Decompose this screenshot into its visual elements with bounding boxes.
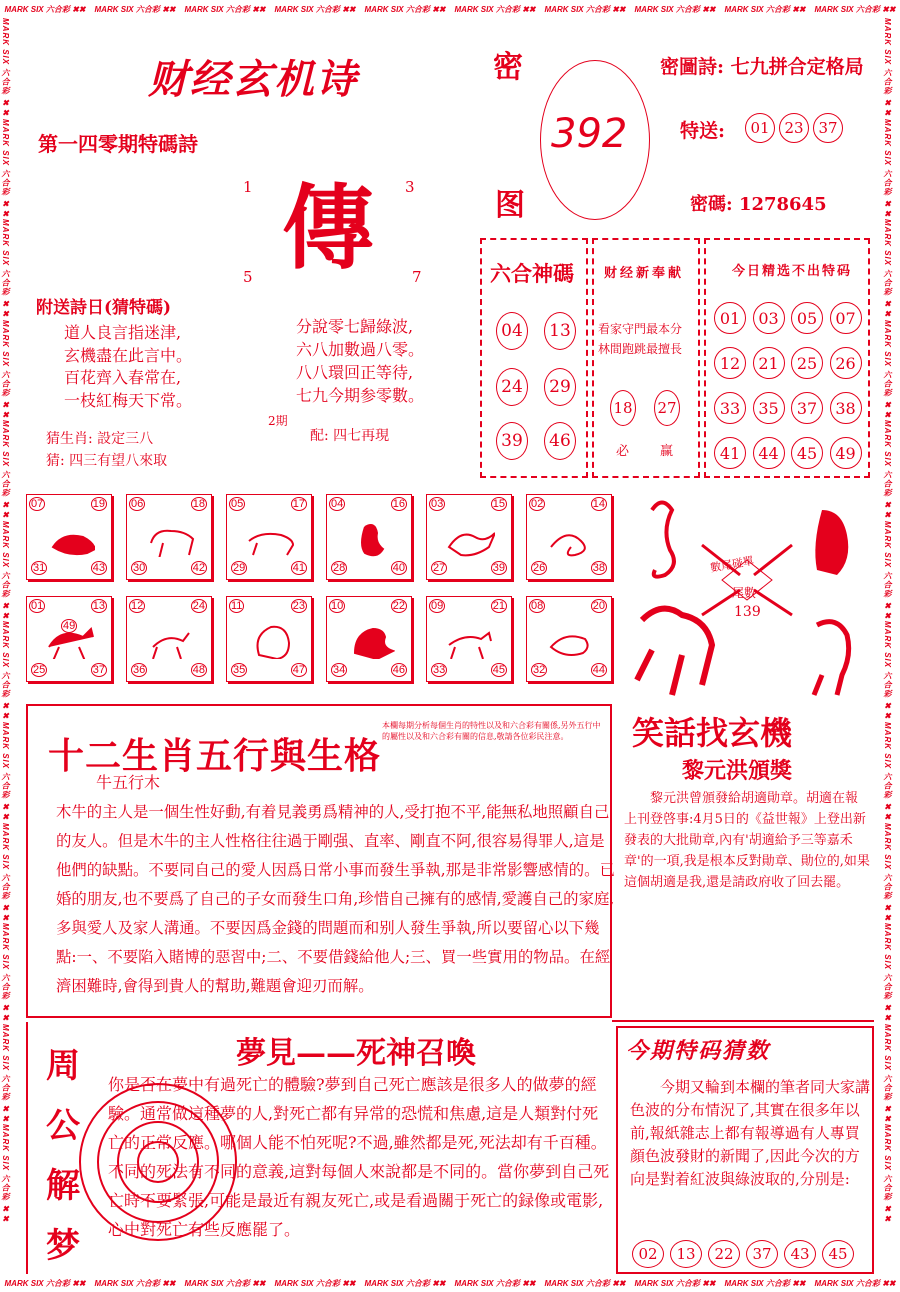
zodiac-cell — [126, 596, 212, 682]
zodiac-cell — [226, 596, 312, 682]
jingxuan-number: 45 — [791, 437, 823, 469]
shengxiao-subtitle: 牛五行木 — [96, 773, 161, 792]
zodiac-number: 30 — [133, 562, 146, 574]
zodiac-number: 04 — [331, 498, 344, 510]
jingxuan-number: 12 — [714, 347, 746, 379]
zodiac-number: 19 — [92, 498, 105, 510]
zodiac-cell — [326, 596, 412, 682]
tuijian-numbers — [632, 1240, 854, 1268]
zodiac-number: 39 — [492, 562, 505, 574]
jingxuan-number: 25 — [791, 347, 823, 379]
mi-character: 密 — [493, 50, 523, 85]
zodiac-number: 45 — [492, 664, 505, 676]
caijing-box — [592, 238, 700, 478]
zodiac-cell — [526, 596, 612, 682]
corner-number-7: 7 — [412, 268, 422, 286]
page-title: 财经玄机诗 — [148, 56, 358, 103]
caijing-bi: 必 — [616, 444, 630, 459]
zhougong-box — [26, 1022, 616, 1274]
zodiac-number: 17 — [292, 498, 305, 510]
tesong-number: 37 — [813, 113, 843, 143]
tuijian-body: 今期又輪到本欄的筆者同大家講色波的分布情況了,其實在很多年以前,報紙雜志上都有報導過有人專買顔色波發財的新聞了,因此今次的方向是對着紅波與綠波取的,分別是: — [630, 1078, 871, 1188]
dragon-icon — [445, 517, 495, 557]
liuhe-box — [480, 238, 588, 478]
jingxuan-number: 07 — [830, 302, 862, 334]
zhougong-body: 你是否在夢中有過死亡的體驗?夢到自己死亡應該是很多人的做夢的經驗。通常做這種夢的人,對死亡都有异常的恐慌和焦慮,這是人類對付死亡的正常反應。哪個人能不怕死呢?不過,雖然都是死,死法却有千百種。不同的死法有不同的意義,這對每個人來說都是不同的。當你夢到自己死亡時不要緊張,可能是最近有親友死亡,或是看過關于死亡的録像或電影,心中對死亡有些反應罷了。 — [108, 1075, 610, 1239]
guess-zodiac: 猜生肖: 設定三八 — [46, 431, 154, 447]
zodiac-number: 33 — [433, 664, 446, 676]
liuhe-number: 13 — [544, 312, 576, 350]
top-border-strip: MARK SIX 六合彩 ✖✖ MARK SIX 六合彩 ✖✖ MARK SIX 六合彩 ✖✖ MARK SIX 六合彩 ✖✖ MARK SIX 六合彩 ✖✖ MARK SIX 六合彩 ✖✖ MARK SIX 六合彩 ✖✖ MARK SIX 六合彩 ✖✖ MARK SIX 六合彩 ✖✖ MARK SIX 六合彩 ✖✖ — [4, 4, 896, 14]
caijing-title: 财经新奉献 — [604, 266, 685, 281]
shengxiao-note: 本欄每期分析每個生肖的特性以及和六合彩有關係,另外五行中的屬性以及和六合彩有關的信息,敬請各位彩民注意。 — [382, 721, 601, 741]
jingxuan-number: 03 — [753, 302, 785, 334]
poem-right-lines: 分說零七歸綠波, 六八加數過八零。 八八環回正等待, 七九今期参零數。 — [296, 317, 425, 405]
right-border-strip: MARK SIX 六合彩 ✖✖ MARK SIX 六合彩 ✖✖ MARK SIX 六合彩 ✖✖ MARK SIX 六合彩 ✖✖ MARK SIX 六合彩 ✖✖ MARK SIX 六合彩 ✖✖ MARK SIX 六合彩 ✖✖ MARK SIX 六合彩 ✖✖ MARK SIX 六合彩 ✖✖ MARK SIX 六合彩 ✖✖ MARK SIX 六合彩 ✖✖ MARK SIX 六合彩 ✖✖ — [883, 18, 892, 1225]
zodiac-number: 43 — [92, 562, 105, 574]
tiger-icon — [245, 517, 295, 557]
liuhe-number: 46 — [544, 422, 576, 460]
jingxuan-grid — [714, 302, 864, 469]
rat-icon — [45, 517, 95, 557]
zodiac-number: 29 — [233, 562, 246, 574]
jingxuan-number: 44 — [753, 437, 785, 469]
zodiac-number: 09 — [431, 600, 444, 612]
tu-character: 图 — [495, 188, 525, 223]
jingxuan-number: 21 — [753, 347, 785, 379]
zodiac-number: 14 — [592, 498, 605, 510]
tesong-number: 01 — [745, 113, 775, 143]
zodiac-number: 08 — [531, 600, 544, 612]
jingxuan-number: 01 — [714, 302, 746, 334]
zodiac-cell — [126, 494, 212, 580]
zodiac-number: 10 — [331, 600, 344, 612]
zodiac-number: 27 — [433, 562, 446, 574]
xiaohua-box — [612, 704, 874, 1022]
jingxuan-number: 26 — [830, 347, 862, 379]
corner-number-1: 1 — [243, 178, 253, 196]
zodiac-number: 44 — [592, 664, 605, 676]
issue-note: 2期 — [268, 414, 288, 428]
handwritten-number: 392 — [551, 111, 628, 157]
pei-text: 配: 四七再現 — [310, 428, 390, 444]
rabbit-icon — [345, 517, 395, 557]
zodiac-number: 06 — [131, 498, 144, 510]
zodiac-number: 12 — [131, 600, 144, 612]
zodiac-number: 31 — [33, 562, 46, 574]
jingxuan-box — [704, 238, 870, 478]
zodiac-number: 41 — [292, 562, 305, 574]
liuhe-title: 六合神碼 — [490, 261, 574, 286]
pig-icon — [545, 619, 595, 659]
zodiac-cell — [426, 494, 512, 580]
goat-icon — [145, 619, 195, 659]
zodiac-number: 35 — [233, 664, 246, 676]
tuijian-number: 37 — [746, 1240, 778, 1268]
zodiac-number: 05 — [231, 498, 244, 510]
monkey-icon — [245, 619, 295, 659]
weishu-label1: 數尾碰單 — [709, 554, 755, 575]
zodiac-number: 34 — [333, 664, 346, 676]
jingxuan-number: 37 — [791, 392, 823, 424]
rooster-icon — [345, 619, 395, 659]
mitu-poem: 密圖詩: 七九拼合定格局 — [660, 56, 864, 78]
zodiac-number: 15 — [492, 498, 505, 510]
zodiac-number: 07 — [31, 498, 44, 510]
tuijian-number: 45 — [822, 1240, 854, 1268]
big-character: 傳 — [282, 174, 375, 282]
liuhe-number: 24 — [496, 368, 528, 406]
weishu-label2: 尾數 — [732, 586, 757, 600]
tesong-number: 23 — [779, 113, 809, 143]
zodiac-number: 18 — [192, 498, 205, 510]
jingxuan-number: 38 — [830, 392, 862, 424]
tuijian-number: 13 — [670, 1240, 702, 1268]
guess-number: 猜: 四三有望八來取 — [46, 453, 168, 469]
caijing-number: 18 — [610, 390, 636, 426]
caijing-text2: 林間跑跳最擅長 — [598, 342, 683, 356]
jingxuan-number: 33 — [714, 392, 746, 424]
mima: 密碼: 1278645 — [690, 194, 827, 215]
issue-title: 第一四零期特碼詩 — [38, 132, 198, 156]
weishu-area — [622, 490, 872, 700]
zodiac-number: 37 — [92, 664, 105, 676]
zodiac-number: 48 — [192, 664, 205, 676]
zodiac-cell — [526, 494, 612, 580]
zodiac-number: 22 — [392, 600, 405, 612]
ox-icon — [145, 517, 195, 557]
jingxuan-title: 今日精选不出特码 — [732, 264, 853, 279]
zodiac-number: 02 — [531, 498, 544, 510]
zodiac-cell — [326, 494, 412, 580]
shengxiao-title: 十二生肖五行與生格 — [48, 735, 382, 777]
zodiac-cell — [26, 596, 112, 682]
shengxiao-box — [26, 704, 615, 1018]
caijing-text1: 看家守門最本分 — [598, 322, 683, 336]
jingxuan-number: 41 — [714, 437, 746, 469]
weishu-value: 139 — [734, 604, 761, 620]
zodiac-number: 42 — [192, 562, 205, 574]
poem-left-lines: 道人良言指迷津, 玄機盡在此言中。 百花齊入春常在, 一枝紅梅天下常。 — [64, 323, 193, 410]
snake-icon — [545, 517, 595, 557]
zodiac-number: 28 — [333, 562, 346, 574]
tuijian-box — [616, 1026, 874, 1274]
zodiac-number: 36 — [133, 664, 146, 676]
zodiac-cell — [26, 494, 112, 580]
corner-number-3: 3 — [405, 178, 415, 196]
zodiac-number: 49 — [63, 620, 76, 632]
zodiac-number: 26 — [533, 562, 546, 574]
tesong-label: 特送: — [680, 120, 726, 142]
jingxuan-number: 49 — [830, 437, 862, 469]
zhougong-side: 周 公 解 梦 — [46, 1046, 80, 1266]
tuijian-number: 22 — [708, 1240, 740, 1268]
zodiac-cell — [226, 494, 312, 580]
jingxuan-number: 35 — [753, 392, 785, 424]
dog-icon — [445, 619, 495, 659]
tuijian-number: 43 — [784, 1240, 816, 1268]
xiaohua-body: 黎元洪曾頒發給胡適勛章。胡適在報上刊登啓事:4月5日的《益世報》上登出新發表的大批勛章,內有'胡適給予三等嘉禾章'的一項,我是根本反對勛章、勛位的,如果這個胡適是我,還是請政府收了回去罷。 — [624, 791, 870, 890]
liuhe-number: 04 — [496, 312, 528, 350]
zodiac-number: 16 — [392, 498, 405, 510]
zodiac-number: 40 — [392, 562, 405, 574]
corner-number-5: 5 — [243, 268, 253, 286]
left-border-strip: MARK SIX 六合彩 ✖✖ MARK SIX 六合彩 ✖✖ MARK SIX 六合彩 ✖✖ MARK SIX 六合彩 ✖✖ MARK SIX 六合彩 ✖✖ MARK SIX 六合彩 ✖✖ MARK SIX 六合彩 ✖✖ MARK SIX 六合彩 ✖✖ MARK SIX 六合彩 ✖✖ MARK SIX 六合彩 ✖✖ MARK SIX 六合彩 ✖✖ MARK SIX 六合彩 ✖✖ — [1, 18, 10, 1225]
zodiac-number: 23 — [292, 600, 305, 612]
zhougong-title: 夢見——死神召喚 — [236, 1036, 476, 1071]
liuhe-number: 39 — [496, 422, 528, 460]
zodiac-number: 32 — [533, 664, 546, 676]
jingxuan-number: 05 — [791, 302, 823, 334]
zodiac-number: 03 — [431, 498, 444, 510]
zodiac-cell — [426, 596, 512, 682]
shengxiao-body: 木牛的主人是一個生性好動,有着見義勇爲精神的人,受打抱不平,能無私地照顧自己的友人。但是木牛的主人性格往往過于剛强、直率、剛直不阿,很容易得罪人,這是他們的缺點。不要同自己的愛人因爲日常小事而發生爭執,那是非常影響感情的。已婚的朋友,也不要爲了自己的子女而發生口角,珍惜自己擁有的感情,愛護自己的家庭,多與愛人及家人溝通。不要因爲金錢的問題而和别人發生爭執,所以要留心以下幾點:一、不要陷入賭博的惡習中;二、不要借錢給他人;三、買一些實用的物品。在經濟困難時,會得到貴人的幫助,難題會迎刃而解。 — [56, 803, 615, 995]
poem-left-heading: 附送詩日(猜特碼) — [36, 298, 172, 318]
caijing-ying: 赢 — [660, 444, 674, 459]
tesong-numbers — [745, 113, 843, 143]
zodiac-number: 21 — [492, 600, 505, 612]
zodiac-number: 13 — [92, 600, 105, 612]
zodiac-number: 47 — [292, 664, 305, 676]
tuijian-title: 今期特码猜数 — [626, 1038, 771, 1064]
tuijian-number: 02 — [632, 1240, 664, 1268]
xiaohua-title: 笑話找玄機 — [632, 714, 793, 752]
zodiac-number: 24 — [192, 600, 205, 612]
zodiac-number: 25 — [33, 664, 46, 676]
zodiac-number: 11 — [231, 600, 243, 612]
zodiac-number: 38 — [592, 562, 605, 574]
zodiac-number: 46 — [392, 664, 405, 676]
liuhe-number: 29 — [544, 368, 576, 406]
handwritten-oval — [540, 60, 650, 220]
xiaohua-subtitle: 黎元洪頒獎 — [682, 758, 793, 784]
zodiac-number: 01 — [31, 600, 44, 612]
zodiac-number: 20 — [592, 600, 605, 612]
bottom-border-strip: MARK SIX 六合彩 ✖✖ MARK SIX 六合彩 ✖✖ MARK SIX 六合彩 ✖✖ MARK SIX 六合彩 ✖✖ MARK SIX 六合彩 ✖✖ MARK SIX 六合彩 ✖✖ MARK SIX 六合彩 ✖✖ MARK SIX 六合彩 ✖✖ MARK SIX 六合彩 ✖✖ MARK SIX 六合彩 ✖✖ — [4, 1278, 896, 1288]
horse-icon — [45, 619, 95, 659]
caijing-number: 27 — [654, 390, 680, 426]
